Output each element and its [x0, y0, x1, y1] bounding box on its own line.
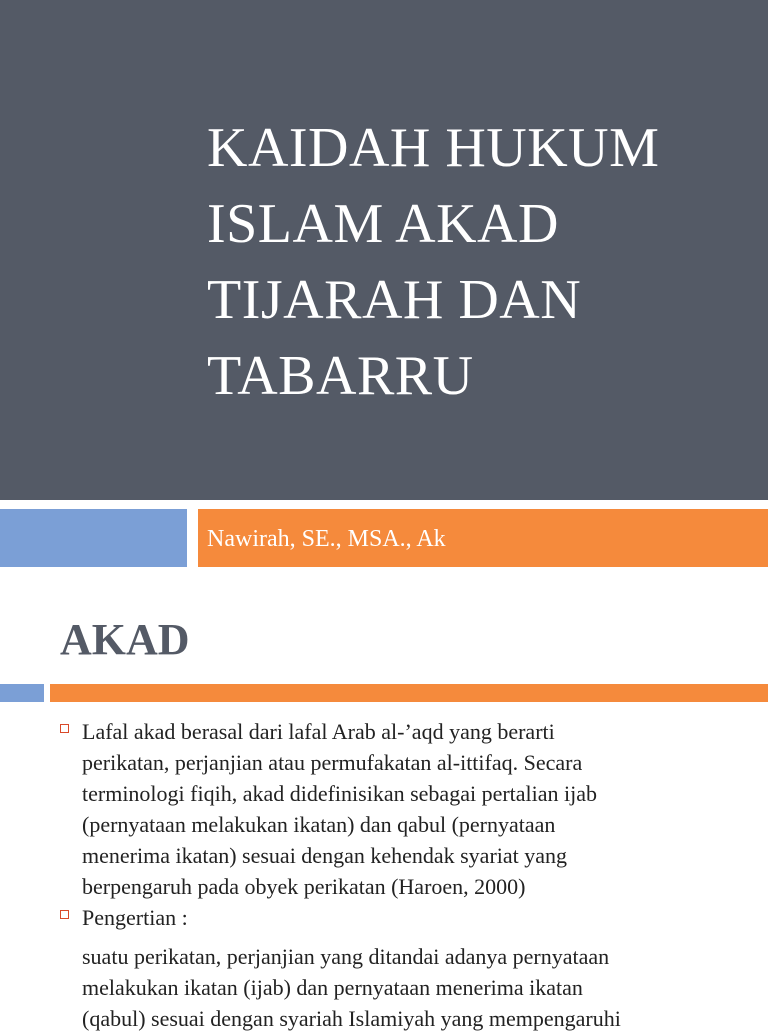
slide-title [207, 110, 767, 414]
slide-title-line: ISLAM AKAD [207, 193, 559, 255]
square-bullet-icon [60, 724, 69, 733]
bullet-text-line: terminologi fiqih, akad didefinisikan sebagai pertalian ijab [82, 781, 598, 806]
bullet-item [60, 716, 760, 902]
title-rule-blue [0, 684, 44, 702]
bullet-text-line: (pernyataan melakukan ikatan) dan qabul (pernyataan [82, 812, 556, 837]
bullet-text-line: perikatan, perjanjian atau permufakatan al-ittifaq. Secara [82, 750, 583, 775]
square-bullet-icon [60, 910, 69, 919]
bullet-text-line: berpengaruh pada obyek perikatan (Haroen, 2000) [82, 874, 526, 899]
slide-content [60, 716, 760, 1034]
slide-title-line: TIJARAH DAN [207, 269, 582, 331]
slide-title-line: TABARRU [207, 345, 474, 407]
paragraph-line: (qabul) sesuai dengan syariah Islamiyah yang mempengaruhi [82, 1006, 621, 1031]
bullet-text-line: Pengertian : [82, 905, 188, 930]
slide-title-line: KAIDAH HUKUM [207, 117, 660, 179]
bullet-text-line: Lafal akad berasal dari lafal Arab al-’aqd yang berarti [82, 719, 555, 744]
paragraph-line: suatu perikatan, perjanjian yang ditandai adanya pernyataan [82, 944, 610, 969]
title-rule-orange [50, 684, 768, 702]
bullet-item [60, 902, 760, 933]
paragraph-line: melakukan ikatan (ijab) dan pernyataan menerima ikatan [82, 975, 583, 1000]
bullet-text-line: menerima ikatan) sesuai dengan kehendak syariat yang [82, 843, 568, 868]
section-title: AKAD [60, 615, 190, 664]
author-subtitle: Nawirah, SE., MSA., Ak [207, 526, 446, 552]
definition-paragraph [60, 941, 760, 1034]
accent-band-blue [0, 509, 187, 567]
